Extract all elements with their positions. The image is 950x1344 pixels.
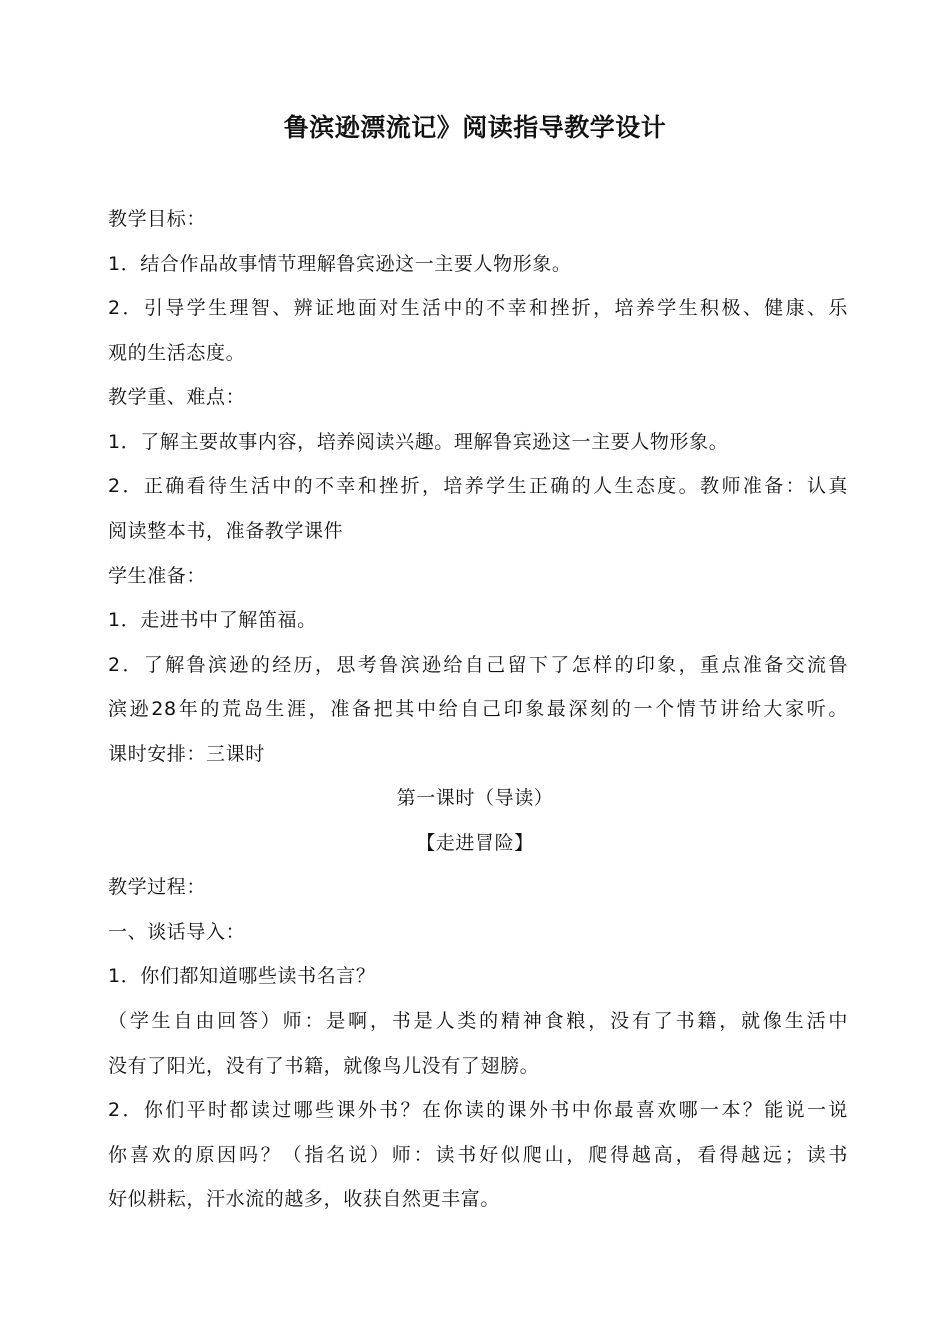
heading-teaching-goals: 教学目标： [108,208,207,230]
paragraph-line: 你喜欢的原因吗？（指名说）师：读书好似爬山，爬得越高，看得越远；读书 [108,1144,848,1166]
paragraph-line: 阅读整本书，准备教学课件 [108,520,344,542]
paragraph-line: 观的生活态度。 [108,342,246,364]
paragraph-line: 1．你们都知道哪些读书名言？ [108,965,376,987]
paragraph-line: 1．了解主要故事内容，培养阅读兴趣。理解鲁宾逊这一主要人物形象。 [108,431,729,453]
paragraph-line: 1．结合作品故事情节理解鲁宾逊这一主要人物形象。 [108,253,572,275]
paragraph-line: 2．引导学生理智、辨证地面对生活中的不幸和挫折，培养学生积极、健康、乐 [108,297,848,319]
heading-intro: 一、谈话导入： [108,921,246,943]
paragraph-line: 2．正确看待生活中的不幸和挫折，培养学生正确的人生态度。教师准备：认真 [108,475,848,497]
heading-schedule: 课时安排：三课时 [108,743,265,765]
paragraph-line: 2．你们平时都读过哪些课外书？在你读的课外书中你最喜欢哪一本？能说一说 [108,1099,848,1121]
heading-student-prep: 学生准备： [108,565,207,587]
heading-process: 教学过程： [108,876,207,898]
paragraph-line: （学生自由回答）师：是啊，书是人类的精神食粮，没有了书籍，就像生活中 [108,1010,848,1032]
paragraph-line: 2．了解鲁滨逊的经历，思考鲁滨逊给自己留下了怎样的印象，重点准备交流鲁 [108,654,848,676]
paragraph-line: 没有了阳光，没有了书籍，就像鸟儿没有了翅膀。 [108,1055,540,1077]
paragraph-line: 好似耕耘，汗水流的越多，收获自然更丰富。 [108,1188,501,1210]
paragraph-line: 滨逊28年的荒岛生涯，准备把其中给自己印象最深刻的一个情节讲给大家听。 [108,698,848,720]
paragraph-line: 1．走进书中了解笛福。 [108,609,317,631]
heading-key-points: 教学重、难点： [108,386,246,408]
section-heading-first-lesson: 第一课时（导读） [396,787,554,809]
section-subheading: 【走进冒险】 [416,832,534,854]
document-title: 鲁滨逊漂流记》阅读指导教学设计 [283,113,667,142]
